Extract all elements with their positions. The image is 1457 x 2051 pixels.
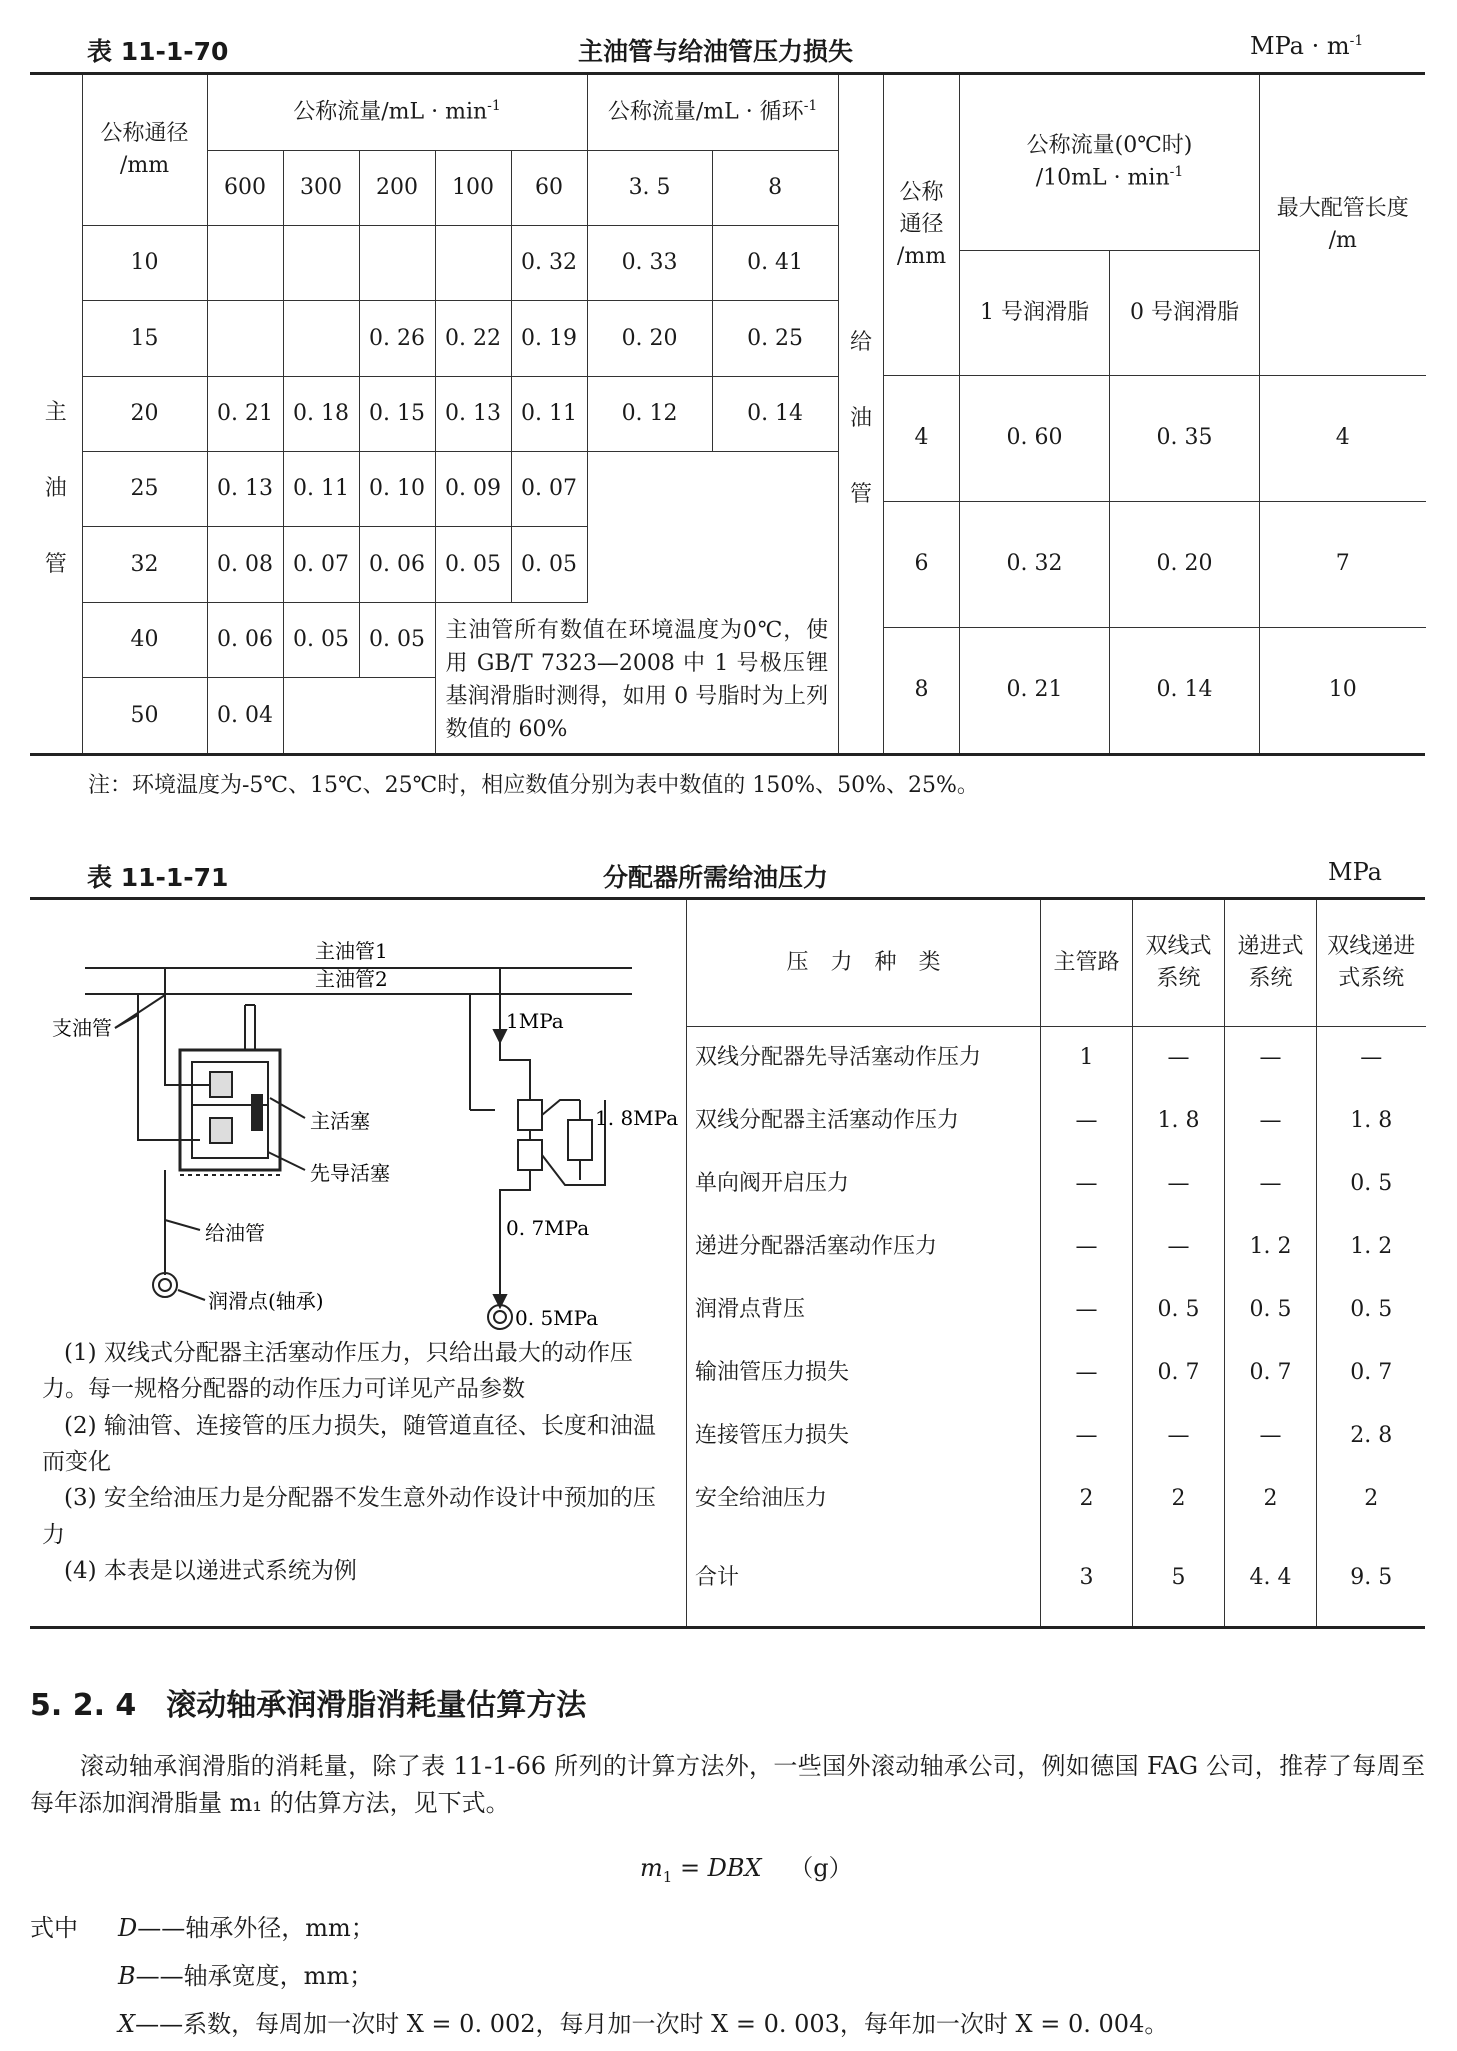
value-cell: — <box>1133 1152 1225 1215</box>
table-row <box>687 1341 1426 1404</box>
diam-cell: 50 <box>82 678 207 753</box>
value-cell: — <box>1041 1404 1133 1467</box>
pressure-kind-cell: 单向阀开启压力 <box>687 1152 1041 1215</box>
diam-cell: 4 <box>884 375 960 501</box>
pressure-kind-cell: 润滑点背压 <box>687 1278 1041 1341</box>
feed-flow-header: 公称流量(0℃时) $/10mL \cdot \min^{-1}$ <box>960 75 1260 250</box>
value-cell: 0. 7 <box>1317 1341 1426 1404</box>
value-cell: 0. 19 <box>511 301 587 376</box>
value-cell: 0. 07 <box>511 452 587 527</box>
definition-x: X——系数，每周加一次时 X = 0. 002，每月加一次时 X = 0. 003，每年加一次时 X = 0. 004。 <box>118 2010 1169 2038</box>
diam-cell: 25 <box>82 452 207 527</box>
table-row <box>839 375 1426 501</box>
note-item: (1) 双线式分配器主活塞动作压力，只给出最大的动作压力。每一规格分配器的动作压力可详见产品参数 <box>42 1340 633 1403</box>
value-cell: 9. 5 <box>1317 1530 1426 1626</box>
table-row <box>687 1215 1426 1278</box>
table71-unit: MPa <box>1328 858 1382 886</box>
value-cell <box>359 226 435 301</box>
value-cell <box>207 301 283 376</box>
label-lube-point: 润滑点(轴承) <box>208 1289 324 1313</box>
value-cell: 0. 25 <box>712 301 838 376</box>
value-cell <box>207 226 283 301</box>
value-cell: 0. 22 <box>435 301 511 376</box>
diam-cell: 15 <box>82 301 207 376</box>
value-cell: 0. 32 <box>960 501 1110 627</box>
value-cell: — <box>1225 1026 1317 1089</box>
value-cell: 4. 4 <box>1225 1530 1317 1626</box>
diam-cell: 6 <box>884 501 960 627</box>
table-row <box>687 1152 1426 1215</box>
value-cell: 2 <box>1225 1467 1317 1530</box>
grease-1-header: 1 号润滑脂 <box>960 250 1110 375</box>
table-row <box>687 1404 1426 1467</box>
value-cell: 0. 11 <box>511 376 587 451</box>
value-cell: 5 <box>1133 1530 1225 1626</box>
table71-title: 分配器所需给油压力 <box>603 863 829 892</box>
diam-cell: 8 <box>884 627 960 753</box>
value-cell: 0. 14 <box>1110 627 1260 753</box>
main-diam-header: 公称通径 /mm <box>82 75 207 226</box>
definition-d: D——轴承外径，mm； <box>118 1914 375 1942</box>
diam-cell: 40 <box>82 602 207 677</box>
value-cell: 0. 06 <box>359 527 435 602</box>
value-cell: 0. 05 <box>283 602 359 677</box>
flow-per-cycle-header: 公称流量/mL · 循环$^{-1}$ <box>587 75 838 150</box>
table70-title: 主油管与给油管压力损失 <box>578 37 854 66</box>
value-cell: — <box>1225 1152 1317 1215</box>
value-cell: 0. 7 <box>1133 1341 1225 1404</box>
flow-col-600: 600 <box>207 150 283 225</box>
table71-notes <box>42 1335 674 1589</box>
table70-number: 表 11-1-70 <box>87 37 229 66</box>
flow-col-100: 100 <box>435 150 511 225</box>
value-cell <box>283 301 359 376</box>
value-cell: — <box>1041 1341 1133 1404</box>
header-dual-progressive: 双线递进 式系统 <box>1317 900 1426 1026</box>
value-cell: 0. 20 <box>587 301 712 376</box>
pressure-kind-cell: 输油管压力损失 <box>687 1341 1041 1404</box>
table-row <box>30 602 838 677</box>
value-cell: 0. 32 <box>511 226 587 301</box>
value-cell: 7 <box>1260 501 1426 627</box>
value-cell: 0. 60 <box>960 375 1110 501</box>
value-cell: 0. 06 <box>207 602 283 677</box>
value-cell: 10 <box>1260 627 1426 753</box>
header-dual-line: 双线式 系统 <box>1133 900 1225 1026</box>
value-cell: 0. 14 <box>712 376 838 451</box>
feed-length-header: 最大配管长度 /m <box>1260 75 1426 375</box>
value-cell: 0. 04 <box>207 678 283 753</box>
table-row <box>30 452 838 527</box>
value-cell: — <box>1225 1404 1317 1467</box>
table71-bottom-rule <box>30 1626 1425 1629</box>
value-cell: 0. 33 <box>587 226 712 301</box>
main-pipe-side-label: 主 油 管 <box>30 75 82 753</box>
value-cell: — <box>1041 1089 1133 1152</box>
value-cell: 2 <box>1317 1467 1426 1530</box>
value-cell: 0. 41 <box>712 226 838 301</box>
value-cell: 4 <box>1260 375 1426 501</box>
distributor-diagram <box>30 900 685 1330</box>
label-main-piston: 主活塞 <box>310 1109 370 1133</box>
value-cell: 0. 13 <box>207 452 283 527</box>
label-main-pipe-2: 主油管2 <box>315 967 388 991</box>
diam-cell: 10 <box>82 226 207 301</box>
header-main-line: 主管路 <box>1041 900 1133 1026</box>
flow-col-3-5: 3. 5 <box>587 150 712 225</box>
table-row <box>687 1026 1426 1089</box>
definition-b: B——轴承宽度，mm； <box>118 1962 374 1990</box>
value-cell: 2. 8 <box>1317 1404 1426 1467</box>
value-cell: 0. 5 <box>1133 1278 1225 1341</box>
label-branch-pipe: 支油管 <box>52 1016 112 1040</box>
pressure-kind-cell: 双线分配器先导活塞动作压力 <box>687 1026 1041 1089</box>
value-cell: 0. 5 <box>1317 1278 1426 1341</box>
flow-col-300: 300 <box>283 150 359 225</box>
value-cell: 1. 8 <box>1317 1089 1426 1152</box>
value-cell: — <box>1041 1152 1133 1215</box>
table-row <box>839 501 1426 627</box>
flow-col-200: 200 <box>359 150 435 225</box>
value-cell: 0. 5 <box>1317 1152 1426 1215</box>
value-cell: 1 <box>1041 1026 1133 1089</box>
grease-0-header: 0 号润滑脂 <box>1110 250 1260 375</box>
value-cell: 2 <box>1041 1467 1133 1530</box>
table-row <box>687 1089 1426 1152</box>
note-item: (2) 输油管、连接管的压力损失，随管道直径、长度和油温而变化 <box>42 1412 656 1475</box>
value-cell: 0. 07 <box>283 527 359 602</box>
value-cell: 0. 35 <box>1110 375 1260 501</box>
table-row <box>30 226 838 301</box>
pressure-kind-cell: 双线分配器主活塞动作压力 <box>687 1089 1041 1152</box>
value-cell: 1. 8 <box>1133 1089 1225 1152</box>
flow-per-min-header: 公称流量$/mL \cdot \min^{-1}$ <box>207 75 587 150</box>
value-cell: — <box>1133 1215 1225 1278</box>
feed-pipe-table <box>838 75 1426 753</box>
header-progressive: 递进式 系统 <box>1225 900 1317 1026</box>
value-cell: — <box>1133 1404 1225 1467</box>
where-label: 式中 <box>30 1914 78 1942</box>
table-row <box>687 1530 1426 1626</box>
label-pilot-piston: 先导活塞 <box>310 1161 390 1185</box>
empty-cell <box>587 452 838 603</box>
table-row <box>30 376 838 451</box>
value-cell: 0. 15 <box>359 376 435 451</box>
value-cell: 0. 10 <box>359 452 435 527</box>
value-cell: — <box>1317 1026 1426 1089</box>
section-paragraph: 滚动轴承润滑脂的消耗量，除了表 11-1-66 所列的计算方法外，一些国外滚动轴承公司，例如德国 FAG 公司，推荐了每周至每年添加润滑脂量 m₁ 的估算方法，见下式。 <box>30 1752 1425 1818</box>
value-cell: — <box>1041 1278 1133 1341</box>
value-cell: 0. 26 <box>359 301 435 376</box>
table70-footnote: 注：环境温度为-5℃、15℃、25℃时，相应数值分别为表中数值的 150%、50%、25%。 <box>88 773 979 798</box>
pressure-kind-cell: 合计 <box>687 1530 1041 1626</box>
empty-cell <box>283 678 435 753</box>
value-cell: 0. 13 <box>435 376 511 451</box>
value-cell: 0. 21 <box>960 627 1110 753</box>
value-cell: 1. 2 <box>1225 1215 1317 1278</box>
value-cell: 3 <box>1041 1530 1133 1626</box>
value-cell: 0. 21 <box>207 376 283 451</box>
main-pipe-table <box>30 75 839 753</box>
pressure-kind-cell: 递进分配器活塞动作压力 <box>687 1215 1041 1278</box>
value-cell: 0. 05 <box>435 527 511 602</box>
value-cell: 0. 18 <box>283 376 359 451</box>
value-cell: 0. 08 <box>207 527 283 602</box>
label-0-7mpa: 0. 7MPa <box>506 1216 590 1240</box>
flow-col-8: 8 <box>712 150 838 225</box>
label-main-pipe-1: 主油管1 <box>315 939 388 963</box>
label-1mpa: 1MPa <box>506 1009 564 1033</box>
header-pressure-kind: 压 力 种 类 <box>687 900 1041 1026</box>
inner-note: 主油管所有数值在环境温度为0℃，使用 GB/T 7323—2008 中 1 号极压锂基润滑脂时测得，如用 0 号脂时为上列数值的 60% <box>435 602 838 753</box>
formula: $m_1$ = DBX （g） <box>640 1854 853 1886</box>
pressure-kind-cell: 连接管压力损失 <box>687 1404 1041 1467</box>
feed-pipe-side-label: 给 油 管 <box>839 75 884 753</box>
label-0-5mpa: 0. 5MPa <box>515 1306 599 1330</box>
table70-unit: MPa · $m^{-1}$ <box>1250 32 1364 60</box>
feed-diam-header: 公称 通径 /mm <box>884 75 960 375</box>
value-cell: 1. 2 <box>1317 1215 1426 1278</box>
value-cell: 0. 11 <box>283 452 359 527</box>
table-row <box>687 1278 1426 1341</box>
table70-bottom-rule <box>30 753 1425 756</box>
table-row <box>687 1467 1426 1530</box>
flow-col-60: 60 <box>511 150 587 225</box>
pressure-table <box>686 900 1426 1626</box>
label-1-8mpa: 1. 8MPa <box>595 1106 679 1130</box>
note-item: (4) 本表是以递进式系统为例 <box>64 1557 357 1584</box>
value-cell: 0. 20 <box>1110 501 1260 627</box>
section-heading: 5. 2. 4 滚动轴承润滑脂消耗量估算方法 <box>30 1688 587 1723</box>
diam-cell: 20 <box>82 376 207 451</box>
value-cell: 0. 09 <box>435 452 511 527</box>
value-cell: — <box>1041 1215 1133 1278</box>
value-cell: 0. 5 <box>1225 1278 1317 1341</box>
value-cell <box>435 226 511 301</box>
value-cell: — <box>1225 1089 1317 1152</box>
table-row <box>30 301 838 376</box>
value-cell: 0. 12 <box>587 376 712 451</box>
pressure-kind-cell: 安全给油压力 <box>687 1467 1041 1530</box>
label-feed-pipe: 给油管 <box>205 1221 265 1245</box>
value-cell: 0. 05 <box>359 602 435 677</box>
value-cell: — <box>1133 1026 1225 1089</box>
table-row <box>839 627 1426 753</box>
value-cell <box>283 226 359 301</box>
value-cell: 2 <box>1133 1467 1225 1530</box>
table71-number: 表 11-1-71 <box>87 863 229 892</box>
diam-cell: 32 <box>82 527 207 602</box>
value-cell: 0. 7 <box>1225 1341 1317 1404</box>
note-item: (3) 安全给油压力是分配器不发生意外动作设计中预加的压力 <box>42 1485 656 1548</box>
value-cell: 0. 05 <box>511 527 587 602</box>
